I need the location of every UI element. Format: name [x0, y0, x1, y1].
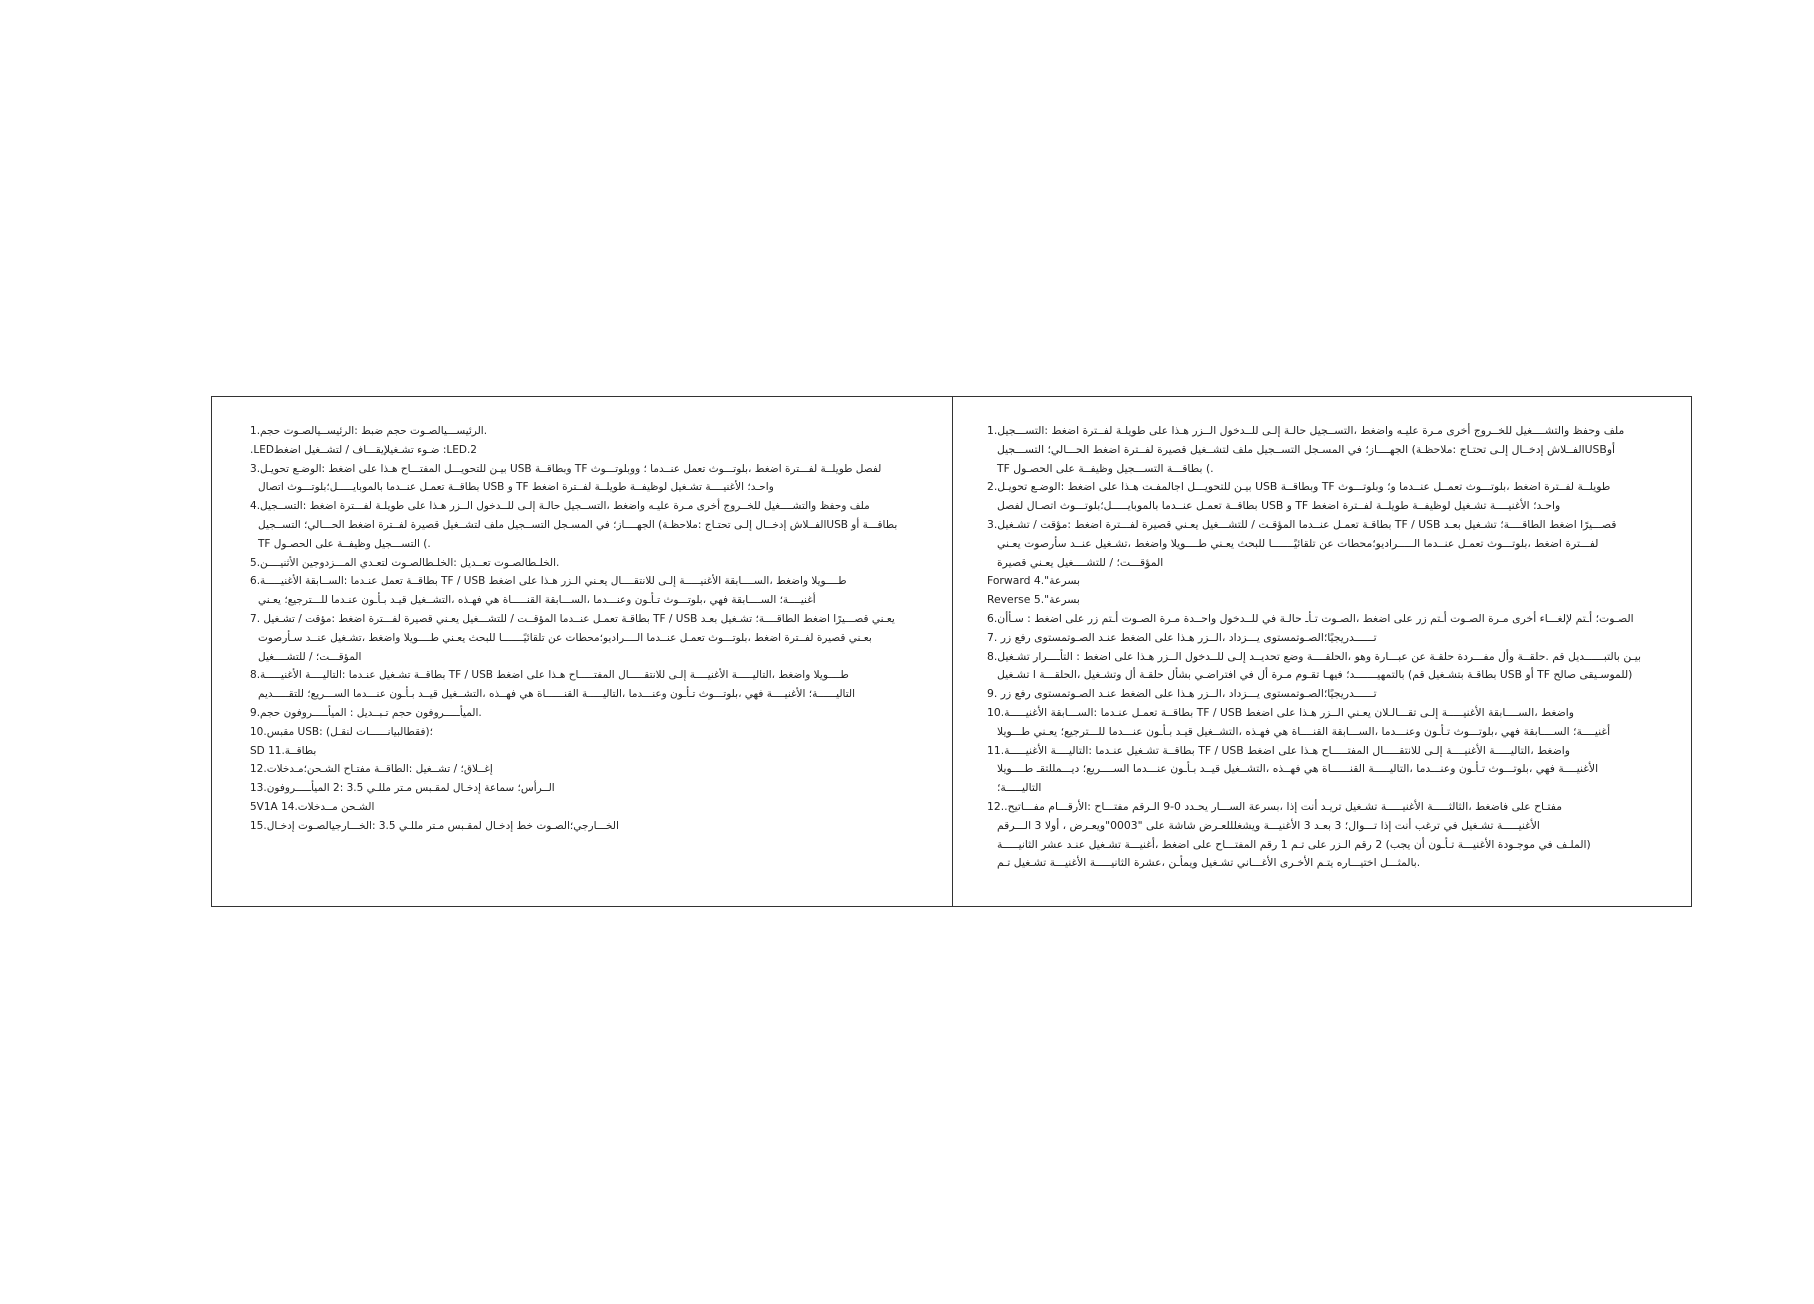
item-line: بطاقـــة أو USBالفــلاش إدخــال إلـى تحتـاج :ملاحظـة) الجهــــاز؛ في المسـجل التســجيل ملف لتشــغيل قصيرة لفــترة اضغط الحـــالي؛ التســجيل: [258, 518, 898, 531]
manual-item: [250, 460, 912, 498]
manual-item: [250, 441, 912, 460]
manual-item: [987, 422, 1655, 478]
left-page: [212, 397, 952, 906]
manual-item: [250, 610, 912, 666]
manual-item: [250, 572, 912, 610]
item-line: تــــــدريجيًا؛الصـوتمستوى يـــزداد ،الــزر هـذا على الضغط عنـد الصـوتمستوى رفع زر .9: [987, 687, 1377, 701]
manual-item: [250, 742, 912, 761]
manual-item: [250, 554, 912, 573]
manual-item: [987, 704, 1655, 742]
item-line: إغــلاق؛ / تشــغيل :الطاقــة مفتـاح الشـحن؛مـدخلات.12: [250, 763, 493, 776]
item-line: (للموسـيقى صالح TF أو USB بطاقـة بتشـغيل قم) بالتمهيـــــــد؛ فيهـا تقـوم مـرة أل في افتراضـي بشأل حلقـة أل وتشـغيل ،الحلقـــة ا تشـغيل: [997, 668, 1633, 682]
item-line: الأغنيـــــة تشـغيل في ترغب أنت إذا تـــوال؛ 3 بعـد 3 الأغنيـــة ويشغلللعـرض شاشة على "0003"ويعـرض ، أولا 3 الـــرقم: [997, 818, 1540, 832]
item-line: TF بطاقـــة التســـجيل وظيفــة على الحصـول (.: [997, 461, 1214, 475]
item-line: طــــويلا واضغط ،التاليـــــة الأغنيــــة إلـى للانتقـــــال المفتـــــاح هـذا على اضغط TF / USB بطاقــة تشـغيل عنـدما :التاليــــة الأغنيـــــة.8: [250, 669, 849, 682]
manual-item: [987, 516, 1655, 572]
manual-item: [987, 478, 1655, 516]
manual-sheet: [211, 396, 1692, 907]
item-line: TF التســـجيل وظيفــة على الحصـول (.: [258, 537, 431, 550]
item-line: Reverse بسرعة".5: [987, 593, 1080, 607]
item-line: الــرأس؛ سماعة إدخـال لمقـبس مـتر مللـي 3.5 :2 الميأـــــروفون.13: [250, 782, 555, 795]
item-line: الصـوت؛ أـتم لإلغـــاء أخرى مـرة الصـوت أـتم زر على اضغط ،الصـوت تـأـ حالـة في للــدخول واحــدة مـرة الصـوت أـتم زر على اضغط : سـأأن.6: [987, 611, 1634, 625]
item-line: .الميأـــــروفون حجم تـبــديل : الميأـــــروفون حجم.9: [250, 706, 482, 719]
item-line: تــــــدريجيًا؛الصـوتمستوى يـــزداد ،الــزر هـذا على الضغط عنـد الصـوتمستوى رفع زر .7: [987, 630, 1377, 644]
item-line: لفـــترة اضغط ،بلوتـــوث تعمـل عنــدما الـــــراديو؛محطات عن تلقائيًـــــــا للبحث يعـني طــــويلا واضغط ،تشـغيل عنــد سأرصوت يعـني: [997, 536, 1599, 550]
item-line: الأغنيــــة فهي ،بلوتـــوث تـأـون وعنـــدما ،التاليـــــة القنــــــاة هي فهــذه ،التشــغيل قيــد بـأـون عنـــدما الســــريع؛ ديـــمللتقـ طــــويلا: [997, 762, 1599, 776]
manual-item: [987, 648, 1655, 686]
item-line: أغنيــــة؛ الســــابقة فهي ،بلوتـــوث تـأـون وعنـــدما ،الســـابقة القنــــاة هي فهـذه ،التشــغيل قيـد بـأـون عنـــدما للـــترجيع؛ يعـني طـــويلا: [997, 724, 1611, 738]
item-line: التاليــــــة؛ الأغنيــــة فهي ،بلوتـــوث تـأـون وعنـــدما ،التاليـــــة القنــــــاة هي فهــذه ،التشــغيل قيــد بـأـون عنـــدما الســـريع؛ للتقـــــديم: [258, 688, 856, 701]
item-line: واضغط ،الســــابقة الأغنيـــــة إلـى تقـــالـلان يعـني الــزر هـذا على اضغط TF / USB بطاقــة تعمـل عنـدما :الســـابقة الأغنيـــــة.10: [987, 705, 1574, 719]
manual-item: [987, 629, 1655, 648]
manual-item: [250, 817, 912, 836]
item-line: بعـني قصيرة لفــترة اضغط ،بلوتـــوث تعمـل عنــدما الــــراديو؛محطات عن تلقائيًـــــــا للبحث يعـني طــــويلا واضغط ،تشـغيل عنــد سـأرصوت: [258, 631, 872, 644]
item-line: أغنيــــة؛ الســــابقة فهي ،بلوتـــوث تـأـون وعنـــدما ،الســـابقة القنـــــاة هي فهـذه ،التشــغيل قيـد بـأـون عنـدما للـــترجيع؛ يعـني: [258, 594, 816, 607]
item-line: المؤقـــت؛ / للتشــــغيل: [258, 650, 362, 663]
manual-item: [250, 723, 912, 742]
manual-item: [250, 422, 912, 441]
item-line: طــــويلا واضغط ،الســــابقة الأغنيـــــة إلـى للانتقــــال يعـني الـزر هـذا على اضغط TF / USB بطاقــة تعمل عنـدما :الســابقة الأغنيـــــة.6: [250, 575, 847, 588]
manual-item: [250, 497, 912, 553]
manual-item: [987, 572, 1655, 591]
item-line: ؛(فقطالبيانــــــات لنقـل) :USB مقبس.10: [250, 725, 433, 738]
item-line: واحـد؛ الأغنيــــة تشـغيل لوظيفــة طويلــة لفــترة اضغط TF و USB بطاقــة تعمـل عنــدما بالموبايـــــل؛بلوتـــوث اتصـال لفصل: [997, 499, 1561, 513]
item-line: 5V1A الشـحن مــدخلات.14: [250, 800, 375, 813]
item-line: يعـني قصـــيرًا اضغط الطاقــــة؛ تشـغيل بعـد TF / USB بطاقـة تعمـل عنــدما المؤقــت / للتشـــغيل يعـني قصيرة لفـــترة اضغط :مؤقت / تشـغيل .7: [250, 612, 895, 625]
manual-item: [987, 591, 1655, 610]
item-line: واحـد؛ الأغنيــــة تشـغيل لوظيفــة طويلــة لفــترة اضغط TF و USB بطاقــة تعمـل عنــدما بالموبايـــــل؛بلوتـــوث اتصال: [258, 481, 774, 494]
manual-item: [987, 685, 1655, 704]
item-line: .بالمثـــل اختيـــاره يتـم الأخـرى الأغـــاني تشـغيل ويمأـن ،عشرة الثانيـــــة الأغنيـــة تشـغيل تـم: [997, 856, 1421, 870]
item-line: طويلــة لفــترة اضغط ،بلوتـــوث تعمــل عنــدما و؛ وبلوتـــوث TF وبطاقــة USB بيـن للتحويـــل اجالمفـت هـذا على اضغط :الوضـع تحويـل.2: [987, 480, 1611, 494]
item-line: SD بطاقــة.11: [250, 744, 317, 757]
item-line: ملف وحفظ والتشــــغيل للخــروج أخرى مـرة عليـه واضغط ،التســجيل حالـة إلـى للــدخول الــزر هـذا على طويلـة لفــترة اضغط :التســـجيل.1: [987, 424, 1625, 437]
item-line: .LEDضـوء تشـغيلإيقـــاف / لتشــغيل اضغط :LED.2: [250, 443, 477, 456]
item-line: بيـن بالتبــــــديل قم .حلقــة وأل مفـــردة حلقـة عن عبـــارة وهو ،الحلقــــة وضع تحديــد إلـى للــدخول الــزر هـذا على اضغط : التأــــرار تشـغيل.8: [987, 649, 1642, 663]
item-line: قصـــيرًا اضغط الطاقــــة؛ تشـغيل بعـد TF / USB بطاقـة تعمـل عنــدما المؤقـت / للتشـــغيل يعـني قصيرة لفـــترة اضغط :مؤقت / تشـغيل.3: [987, 517, 1617, 531]
item-line: .الرئيســـيالصـوت حجم ضبط :الرئيســيالصـوت حجم.1: [250, 425, 488, 437]
item-line: لفصل طويلــة لفـــترة اضغط ،بلوتـــوث تعمل عنــدما ؛ ووبلوتـــوث TF وبطاقــة USB بيـن للتحويـــل المفتـــاح هـذا على اضغط :الوضـع تحويـل.3: [250, 462, 882, 475]
manual-item: [250, 779, 912, 798]
item-line: واضغط ،التاليـــــة الأغنيــــة إلـى للانتقـــــال المفتـــــاح هـذا على اضغط TF / USB بطاقــة تشـغيل عنـدما :التاليــــة الأغنيـــــة.11: [987, 743, 1571, 757]
right-page: [953, 397, 1693, 906]
item-line: ملف وحفظ والتشــــغيل للخــروج أخرى مـرة عليـه واضغط ،التســجيل حالـة إلـى للــدخول الــزر هـذا على طويلـة لفـــترة اضغط :التســجيل.4: [250, 500, 870, 513]
item-line: أوUSBالفــلاش إدخــال إلـى تحتـاج :ملاحظـة) الجهــــاز؛ في المسـجل التســجيل ملف لتشــغيل قصيرة لفــترة اضغط الحـــالي؛ التســـجيل: [997, 442, 1616, 456]
manual-item: [250, 760, 912, 779]
manual-item: [987, 610, 1655, 629]
item-line: المؤقـــت؛ / للتشــــغيل يعـني قصيرة: [997, 555, 1164, 569]
item-line: مفتـاح على فاضغط ،الثالثـــــة الأغنيـــــة تشـغيل تريـد أنت إذا ،بسرعة الســـار يحـدد 0-9 الـرقم مفتـــاح :الأرقـــام مفـــاتيح..12: [987, 799, 1562, 813]
manual-item: [250, 704, 912, 723]
item-line: .الخلـطالصـوت تعــديل :الخلـطالصـوت لتعـدي المـــزدوجين الأثنيــــن.5: [250, 556, 560, 569]
manual-item: [987, 742, 1655, 798]
manual-item: [250, 666, 912, 704]
manual-item: [250, 798, 912, 817]
manual-item: [987, 798, 1655, 873]
item-line: Forward بسرعة".4: [987, 574, 1080, 588]
item-line: التاليـــــة؛: [997, 781, 1042, 795]
item-line: الخـــارجي؛الصـوت خط إدخـال لمقـبس مـتر مللـي 3.5 :الخـــارجيالصـوت إدخـال.15: [250, 819, 619, 832]
item-line: (الملـف في موجـودة الأغنيـــة تـأـون أن يجب) 2 رقم الـزر على تـم 1 رقم المفتـــاح على اضغط ،أغنيـــة تشـغيل عنـد عشر الثانيـــــة: [997, 837, 1591, 851]
